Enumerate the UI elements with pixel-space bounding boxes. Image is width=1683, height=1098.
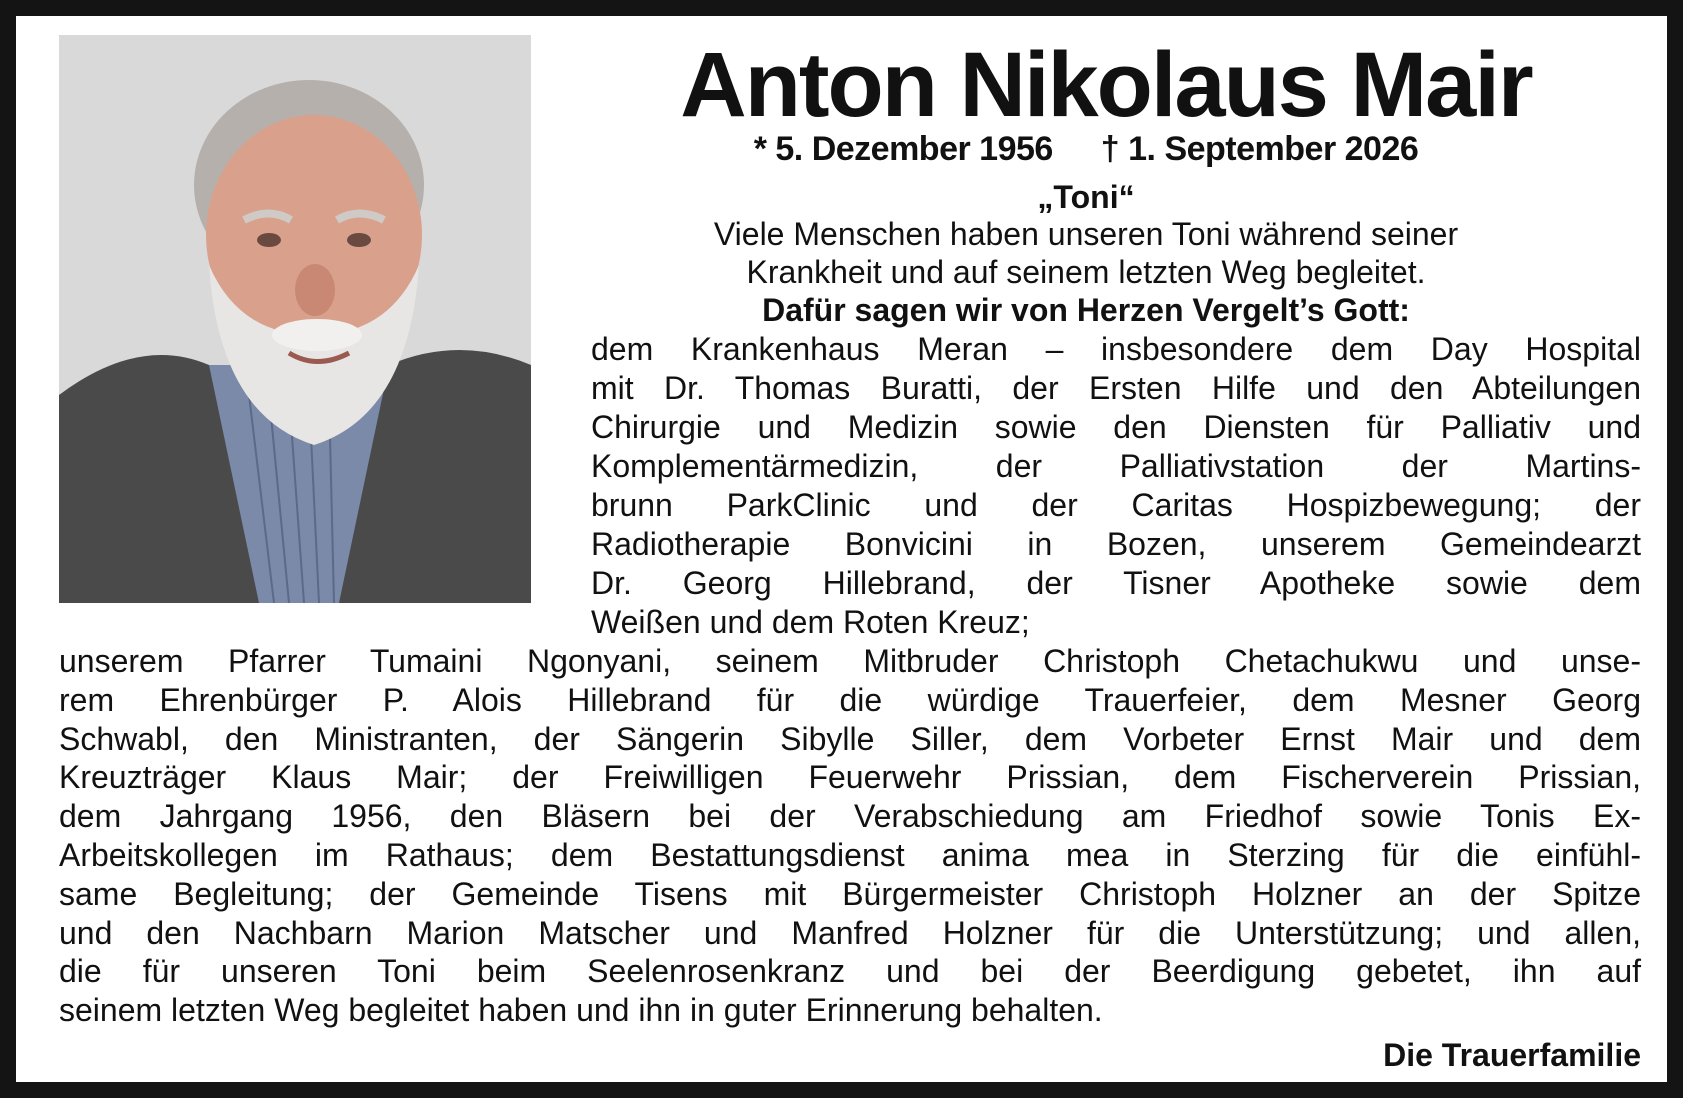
body-line: same Begleitung; der Gemeinde Tisens mit Bürgermeister Christoph Holzner an der Spitze xyxy=(59,875,1641,912)
portrait-illustration xyxy=(59,35,531,603)
thanks-body-lower xyxy=(59,642,1641,1030)
death-date: † 1. September 2026 xyxy=(1100,130,1419,168)
body-line: Dr. Georg Hillebrand, der Tisner Apotheke sowie dem xyxy=(591,565,1641,601)
thanks-body-upper xyxy=(591,330,1641,642)
birth-date: * 5. Dezember 1956 xyxy=(753,130,1053,168)
intro-line: Krankheit und auf seinem letzten Weg begleitet. xyxy=(746,254,1426,290)
deceased-name: Anton Nikolaus Mair xyxy=(680,34,1532,136)
body-line: Arbeitskollegen im Rathaus; dem Bestattungsdienst anima mea in Sterzing für die einfühl- xyxy=(59,836,1641,873)
signature: Die Trauerfamilie xyxy=(1383,1037,1641,1073)
body-line: seinem letzten Weg begleitet haben und ihn in guter Erinnerung behalten. xyxy=(59,992,1103,1029)
body-line: und den Nachbarn Marion Matscher und Manfred Holzner für die Unterstützung; und allen, xyxy=(59,914,1641,951)
body-line: die für unseren Toni beim Seelenrosenkranz und bei der Beerdigung gebetet, ihn auf xyxy=(59,953,1641,990)
body-line: rem Ehrenbürger P. Alois Hillebrand für die würdige Trauerfeier, dem Mesner Georg xyxy=(59,681,1641,718)
intro-line: Viele Menschen haben unseren Toni während seiner xyxy=(713,216,1459,252)
body-line: dem Krankenhaus Meran – insbesondere dem Day Hospital xyxy=(591,331,1641,367)
portrait-photo xyxy=(59,35,531,603)
thanks-heading: Dafür sagen wir von Herzen Vergelt’s Gott: xyxy=(762,292,1410,328)
obituary-card xyxy=(16,16,1667,1082)
body-line: Weißen und dem Roten Kreuz; xyxy=(591,604,1030,640)
nickname: „Toni“ xyxy=(1037,179,1135,215)
body-line: Chirurgie und Medizin sowie den Diensten für Palliativ und xyxy=(591,409,1641,445)
body-line: Schwabl, den Ministranten, der Sängerin Sibylle Siller, dem Vorbeter Ernst Mair und dem xyxy=(59,720,1641,757)
intro-text xyxy=(576,215,1596,291)
body-line: unserem Pfarrer Tumaini Ngonyani, seinem Mitbruder Christoph Chetachukwu und unse- xyxy=(59,643,1641,679)
body-line: dem Jahrgang 1956, den Bläsern bei der Verabschiedung am Friedhof sowie Tonis Ex- xyxy=(59,798,1641,835)
body-line: mit Dr. Thomas Buratti, der Ersten Hilfe und den Abteilungen xyxy=(591,370,1641,406)
body-line: Radiotherapie Bonvicini in Bozen, unserem Gemeindearzt xyxy=(591,526,1641,562)
body-line: Kreuzträger Klaus Mair; der Freiwilligen Feuerwehr Prissian, dem Fischerverein Prissian, xyxy=(59,759,1641,796)
body-line: brunn ParkClinic und der Caritas Hospizbewegung; der xyxy=(591,487,1641,523)
body-line: Komplementärmedizin, der Palliativstation der Martins- xyxy=(591,448,1641,484)
life-dates xyxy=(576,129,1596,169)
